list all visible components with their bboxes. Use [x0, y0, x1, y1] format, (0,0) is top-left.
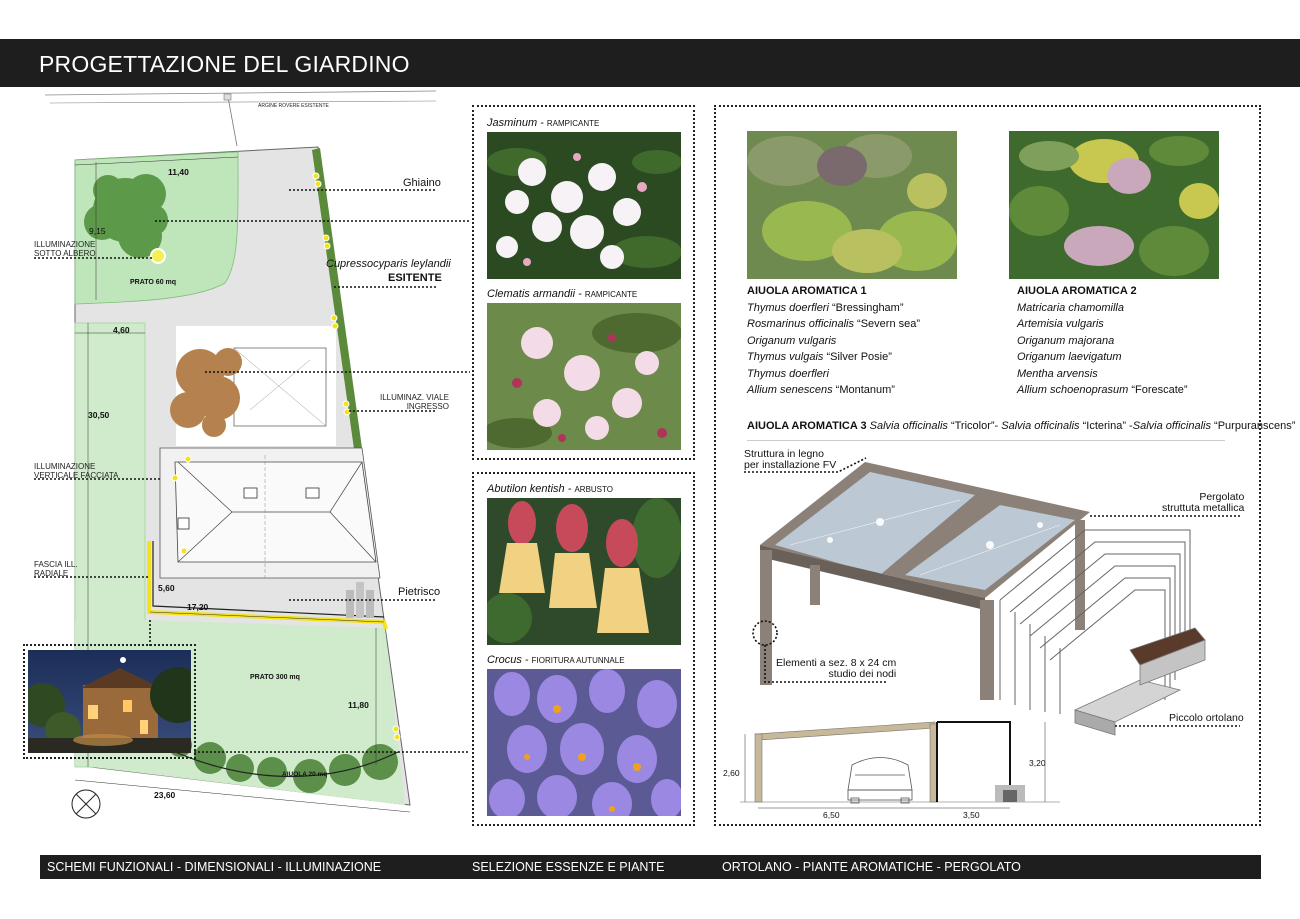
label-pergolato: Pergolato struttuta metallica [1162, 491, 1245, 514]
footer-center: SELEZIONE ESSENZE E PIANTE [472, 860, 665, 874]
label-pietrisco: Pietrisco [398, 586, 441, 598]
bed-2-item: Matricaria chamomilla [1017, 302, 1124, 314]
photo-aiuola-2 [1009, 131, 1219, 279]
bed-1-item: Thymus doerfleri [747, 367, 829, 380]
plant-caption-crocus: Crocus - FIORITURA AUTUNNALE [487, 654, 625, 666]
dim-9-15: 9,15 [89, 226, 106, 236]
plant-caption-jasminum: Jasminum - RAMPICANTE [487, 117, 600, 129]
footer-left: SCHEMI FUNZIONALI - DIMENSIONALI - ILLUMINAZIONE [47, 860, 382, 874]
plant-caption-clematis: Clematis armandii - RAMPICANTE [487, 288, 638, 300]
dim-23-60: 23,60 [154, 790, 176, 800]
tree-light-icon [151, 249, 165, 263]
label-struttura: Struttura in legno per installazione FV [744, 448, 837, 471]
bed-3-line: AIUOLA AROMATICA 3 Salvia officinalis “Tricolor”- Salvia officinalis “Icterina” -Salvia officinalis “Purpuranscens” [747, 420, 1296, 432]
bed-1-item: Rosmarinus officinalis “Severn sea” [747, 318, 921, 331]
bed-2-item: Mentha arvensis [1017, 367, 1098, 380]
footer-right: ORTOLANO - PIANTE AROMATICHE - PERGOLATO [722, 860, 1021, 874]
dim-6-50: 6,50 [823, 810, 840, 820]
dim-3-20: 3,20 [1029, 758, 1046, 768]
label-ill-albero: ILLUMINAZIONE SOTTO ALBERO [34, 240, 96, 258]
bed-2-item: Origanum laevigatum [1017, 351, 1122, 364]
label-ortolano: Piccolo ortolano [1169, 712, 1244, 724]
label-cupressus: Cupressocyparis leylandii [326, 258, 451, 270]
photo-clematis [487, 303, 681, 450]
bed-1-item: Origanum vulgaris [747, 334, 837, 347]
label-esistente: ESITENTE [388, 272, 442, 284]
night-house-photo [28, 650, 191, 753]
dim-11-40: 11,40 [168, 167, 189, 177]
photo-jasminum [487, 132, 681, 279]
page-title: PROGETTAZIONE DEL GIARDINO [39, 51, 410, 77]
dim-3-50: 3,50 [963, 810, 980, 820]
area-aiuola: AIUOLA 20 mq [282, 771, 328, 778]
dim-2-60: 2,60 [723, 768, 740, 778]
label-elementi: Elementi a sez. 8 x 24 cm studio dei nodi [776, 657, 897, 680]
plant-caption-abutilon: Abutilon kentish - ARBUSTO [487, 483, 613, 495]
bed-2-item: Artemisia vulgaris [1017, 318, 1104, 331]
label-viale: ILLUMINAZ. VIALE INGRESSO [380, 393, 449, 411]
car-icon [848, 758, 912, 804]
dim-17-20: 17,20 [187, 602, 209, 612]
bed-1-title: AIUOLA AROMATICA 1 [747, 285, 867, 297]
photo-aiuola-1 [747, 131, 957, 279]
area-prato-60: PRATO 60 mq [130, 279, 177, 286]
label-ghiaino: Ghiaino [403, 177, 441, 189]
bed-2-item: Allium schoenoprasum “Forescate” [1017, 383, 1188, 396]
bed-1-item: Thymus doerfleri “Bressingham” [747, 302, 904, 314]
separator [747, 440, 1225, 441]
dim-11-80: 11,80 [348, 700, 369, 710]
photo-abutilon [487, 498, 681, 645]
bed-2-item: Origanum majorana [1017, 334, 1115, 347]
bed-1-item: Allium senescens “Montanum” [747, 383, 895, 396]
photo-crocus [487, 669, 681, 816]
label-fascia: FASCIA ILL. RADIALE [34, 560, 78, 578]
north-arrow-icon [72, 790, 100, 818]
bed-1-item: Thymus vulgais “Silver Posie” [747, 351, 892, 364]
label-ill-facciata: ILLUMINAZIONE VERTICALE FACCIATA [34, 462, 119, 480]
bed-2-title: AIUOLA AROMATICA 2 [1017, 285, 1137, 297]
dim-4-60: 4,60 [113, 325, 130, 335]
area-prato-300: PRATO 300 mq [250, 674, 300, 681]
dim-30-50: 30,50 [88, 410, 110, 420]
bed-1-list [747, 302, 920, 400]
road-note: ARGINE ROVERE ESISTENTE [258, 103, 329, 109]
bed-2-list [1017, 302, 1188, 400]
dim-5-60: 5,60 [158, 583, 175, 593]
